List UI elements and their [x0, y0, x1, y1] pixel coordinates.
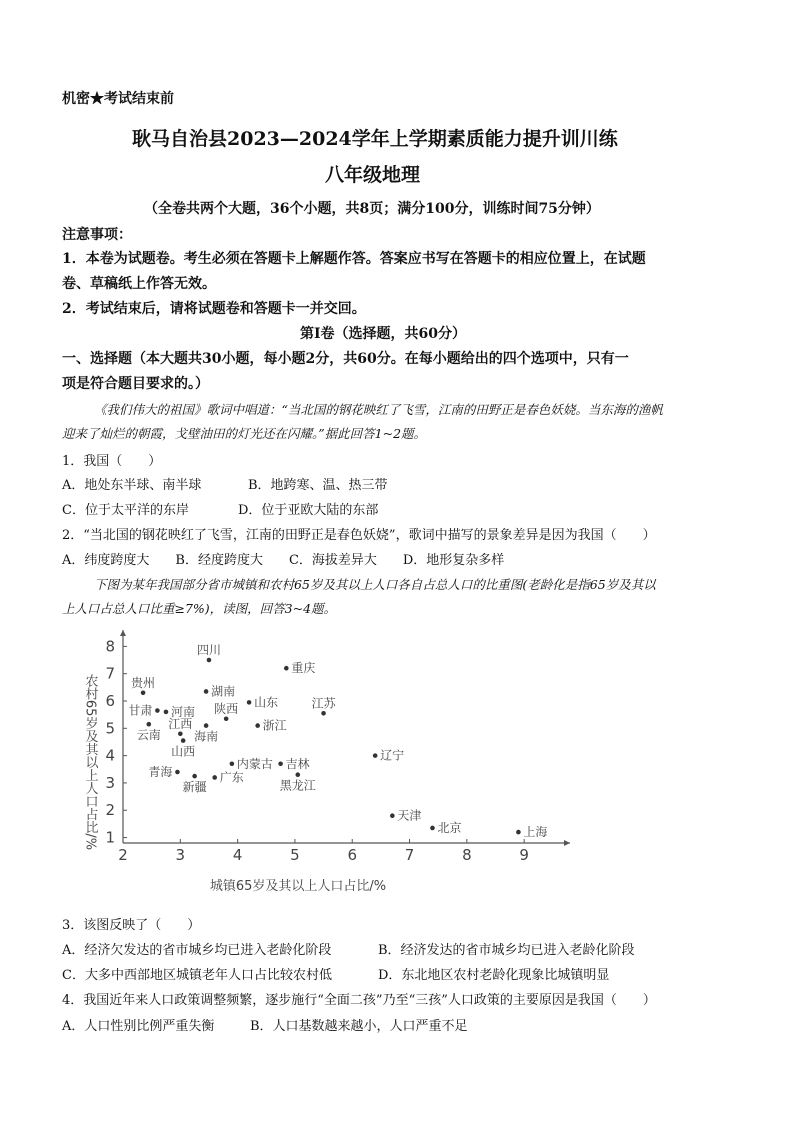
data-point: [230, 762, 235, 767]
x-axis-title: 城镇65岁及其以上人口占比/%: [209, 879, 387, 894]
exam-subtitle: 八年级地理: [325, 164, 421, 186]
section-instruction-line-1: 一、选择题（本大题共30小题，每小题2分，共60分。在每小题给出的四个选项中，只有一: [62, 351, 629, 367]
y-axis-arrow: [120, 630, 126, 636]
question-3-option-c: C．大多中西部地区城镇老年人口占比较农村低: [62, 968, 332, 983]
question-2-stem: 2．“当北国的钢花映红了飞雪，江南的田野正是春色妖娆”，歌词中描写的景象差异是因为我国（ ）: [62, 528, 656, 543]
data-point-label: 四川: [196, 643, 221, 658]
data-point: [207, 658, 212, 663]
data-point-label: 山西: [171, 744, 196, 759]
data-point: [295, 772, 300, 777]
question-4-option-a: A．人口性别比例严重失衡: [62, 1019, 215, 1034]
question-4-option-b: B．人口基数越来越小，人口严重不足: [250, 1019, 468, 1034]
question-3-stem: 3．该图反映了（ ）: [62, 918, 201, 933]
notice-item-1-line-2: 卷、草稿纸上作答无效。: [62, 276, 216, 292]
data-point-label: 新疆: [182, 780, 207, 795]
section-instruction-line-2: 项是符合题目要求的。）: [62, 376, 209, 392]
y-tick-label: 4: [105, 746, 115, 765]
data-point: [247, 700, 252, 705]
passage-1-line-1: 《我们伟大的祖国》歌词中唱道：“当北国的钢花映红了飞雪，江南的田野正是春色妖娆。当东海的渔帆: [94, 402, 663, 417]
data-point-label: 天津: [397, 808, 422, 823]
data-point-label: 辽宁: [380, 748, 405, 763]
data-point: [164, 710, 169, 715]
question-3-option-a: A．经济欠发达的省市城乡均已进入老龄化阶段: [62, 943, 332, 958]
y-tick-label: 3: [105, 773, 115, 792]
data-point: [390, 813, 395, 818]
notice-item-2: 2．考试结束后，请将试题卷和答题卡一并交回。: [62, 301, 366, 317]
data-point: [181, 738, 186, 743]
x-axis-arrow: [564, 840, 570, 846]
data-point-label: 江西: [168, 716, 193, 731]
x-tick-label: 3: [175, 846, 186, 864]
question-3-option-d: D．东北地区农村老龄化现象比城镇明显: [378, 968, 610, 983]
x-tick-label: 7: [404, 846, 415, 864]
data-point-label: 北京: [437, 820, 462, 835]
data-point: [278, 762, 283, 767]
data-point: [321, 711, 326, 716]
data-point: [284, 666, 289, 671]
y-tick-label: 7: [105, 664, 115, 683]
confidential-mark: 机密★考试结束前: [62, 91, 174, 107]
exam-title: 耿马自治县2023—2024学年上学期素质能力提升训川练: [132, 128, 618, 150]
data-point: [146, 722, 151, 727]
passage-2-line-2: 上人口占总人口比重≥7%)，读图，回答3~4题。: [62, 601, 337, 616]
data-point-label: 重庆: [291, 661, 316, 676]
passage-1-line-2: 迎来了灿烂的朝霞，戈壁油田的灯光还在闪耀。”据此回答1~2题。: [62, 426, 427, 441]
y-tick-label: 5: [105, 719, 115, 738]
data-point-label: 浙江: [262, 718, 287, 733]
question-1-option-a: A．地处东半球、南半球: [62, 478, 202, 493]
exam-info: （全卷共两个大题，36个小题，共8页；满分100分，训练时间75分钟）: [144, 201, 600, 217]
aging-scatter-chart: [60, 622, 580, 897]
data-point-label: 陕西: [214, 701, 239, 716]
x-tick-label: 5: [290, 846, 300, 864]
x-tick-label: 8: [462, 846, 472, 864]
x-tick-label: 9: [519, 846, 529, 864]
y-axis-title: 农村65岁及其以上人口占比/%: [82, 673, 98, 851]
x-tick-label: 4: [232, 846, 243, 864]
passage-2-line-1: 下图为某年我国部分省市城镇和农村65岁及其以上人口各自占总人口的比重图(老龄化是指65岁及其以: [94, 577, 656, 592]
part1-title: 第Ⅰ卷（选择题，共60分）: [300, 326, 467, 342]
data-point-label: 黑龙江: [279, 778, 316, 793]
y-tick-label: 8: [105, 637, 115, 656]
question-1-option-d: D．位于亚欧大陆的东部: [238, 503, 379, 518]
data-point: [212, 775, 217, 780]
data-point-label: 甘肃: [128, 703, 153, 718]
data-point: [373, 753, 378, 758]
data-point-label: 上海: [523, 825, 548, 840]
data-point: [178, 731, 183, 736]
data-point-label: 河南: [170, 704, 195, 719]
data-point: [175, 770, 180, 775]
y-tick-label: 2: [105, 801, 115, 820]
data-point-label: 贵州: [131, 675, 156, 690]
data-point-label: 广东: [219, 770, 244, 785]
notice-heading: 注意事项：: [62, 227, 132, 243]
data-point: [224, 716, 229, 721]
data-point-label: 青海: [148, 765, 173, 779]
data-point-label: 云南: [136, 728, 161, 743]
question-2-options: A．纬度跨度大 B．经度跨度大 C．海拔差异大 D．地形复杂多样: [62, 553, 505, 568]
data-point-label: 山东: [254, 695, 279, 710]
data-point: [141, 691, 146, 696]
data-point: [204, 689, 209, 694]
x-tick-label: 6: [347, 846, 358, 864]
data-point: [255, 723, 260, 728]
data-point-label: 湖南: [211, 684, 236, 699]
data-point-label: 江苏: [311, 696, 336, 711]
data-point: [516, 830, 521, 835]
data-point: [204, 723, 209, 728]
question-1-option-b: B．地跨寒、温、热三带: [248, 478, 388, 493]
y-tick-label: 6: [105, 692, 115, 710]
data-point: [430, 826, 435, 831]
data-point-label: 海南: [194, 729, 219, 744]
notice-item-1-line-1: 1．本卷为试题卷。考生必须在答题卡上解题作答。答案应书写在答题卡的相应位置上，在试题: [62, 251, 646, 267]
data-point-label: 吉林: [285, 756, 310, 771]
question-3-option-b: B．经济发达的省市城乡均已进入老龄化阶段: [378, 943, 635, 958]
y-tick-label: 1: [105, 828, 115, 847]
data-point: [192, 774, 197, 779]
x-tick-label: 2: [118, 846, 128, 864]
question-4-stem: 4．我国近年来人口政策调整频繁，逐步施行“全面二孩”乃至“三孩”人口政策的主要原因是我国（ ）: [62, 993, 656, 1008]
data-point: [155, 708, 160, 713]
question-1-stem: 1．我国（ ）: [62, 454, 162, 469]
question-1-option-c: C．位于太平洋的东岸: [62, 503, 189, 518]
data-point-label: 内蒙古: [236, 756, 273, 771]
